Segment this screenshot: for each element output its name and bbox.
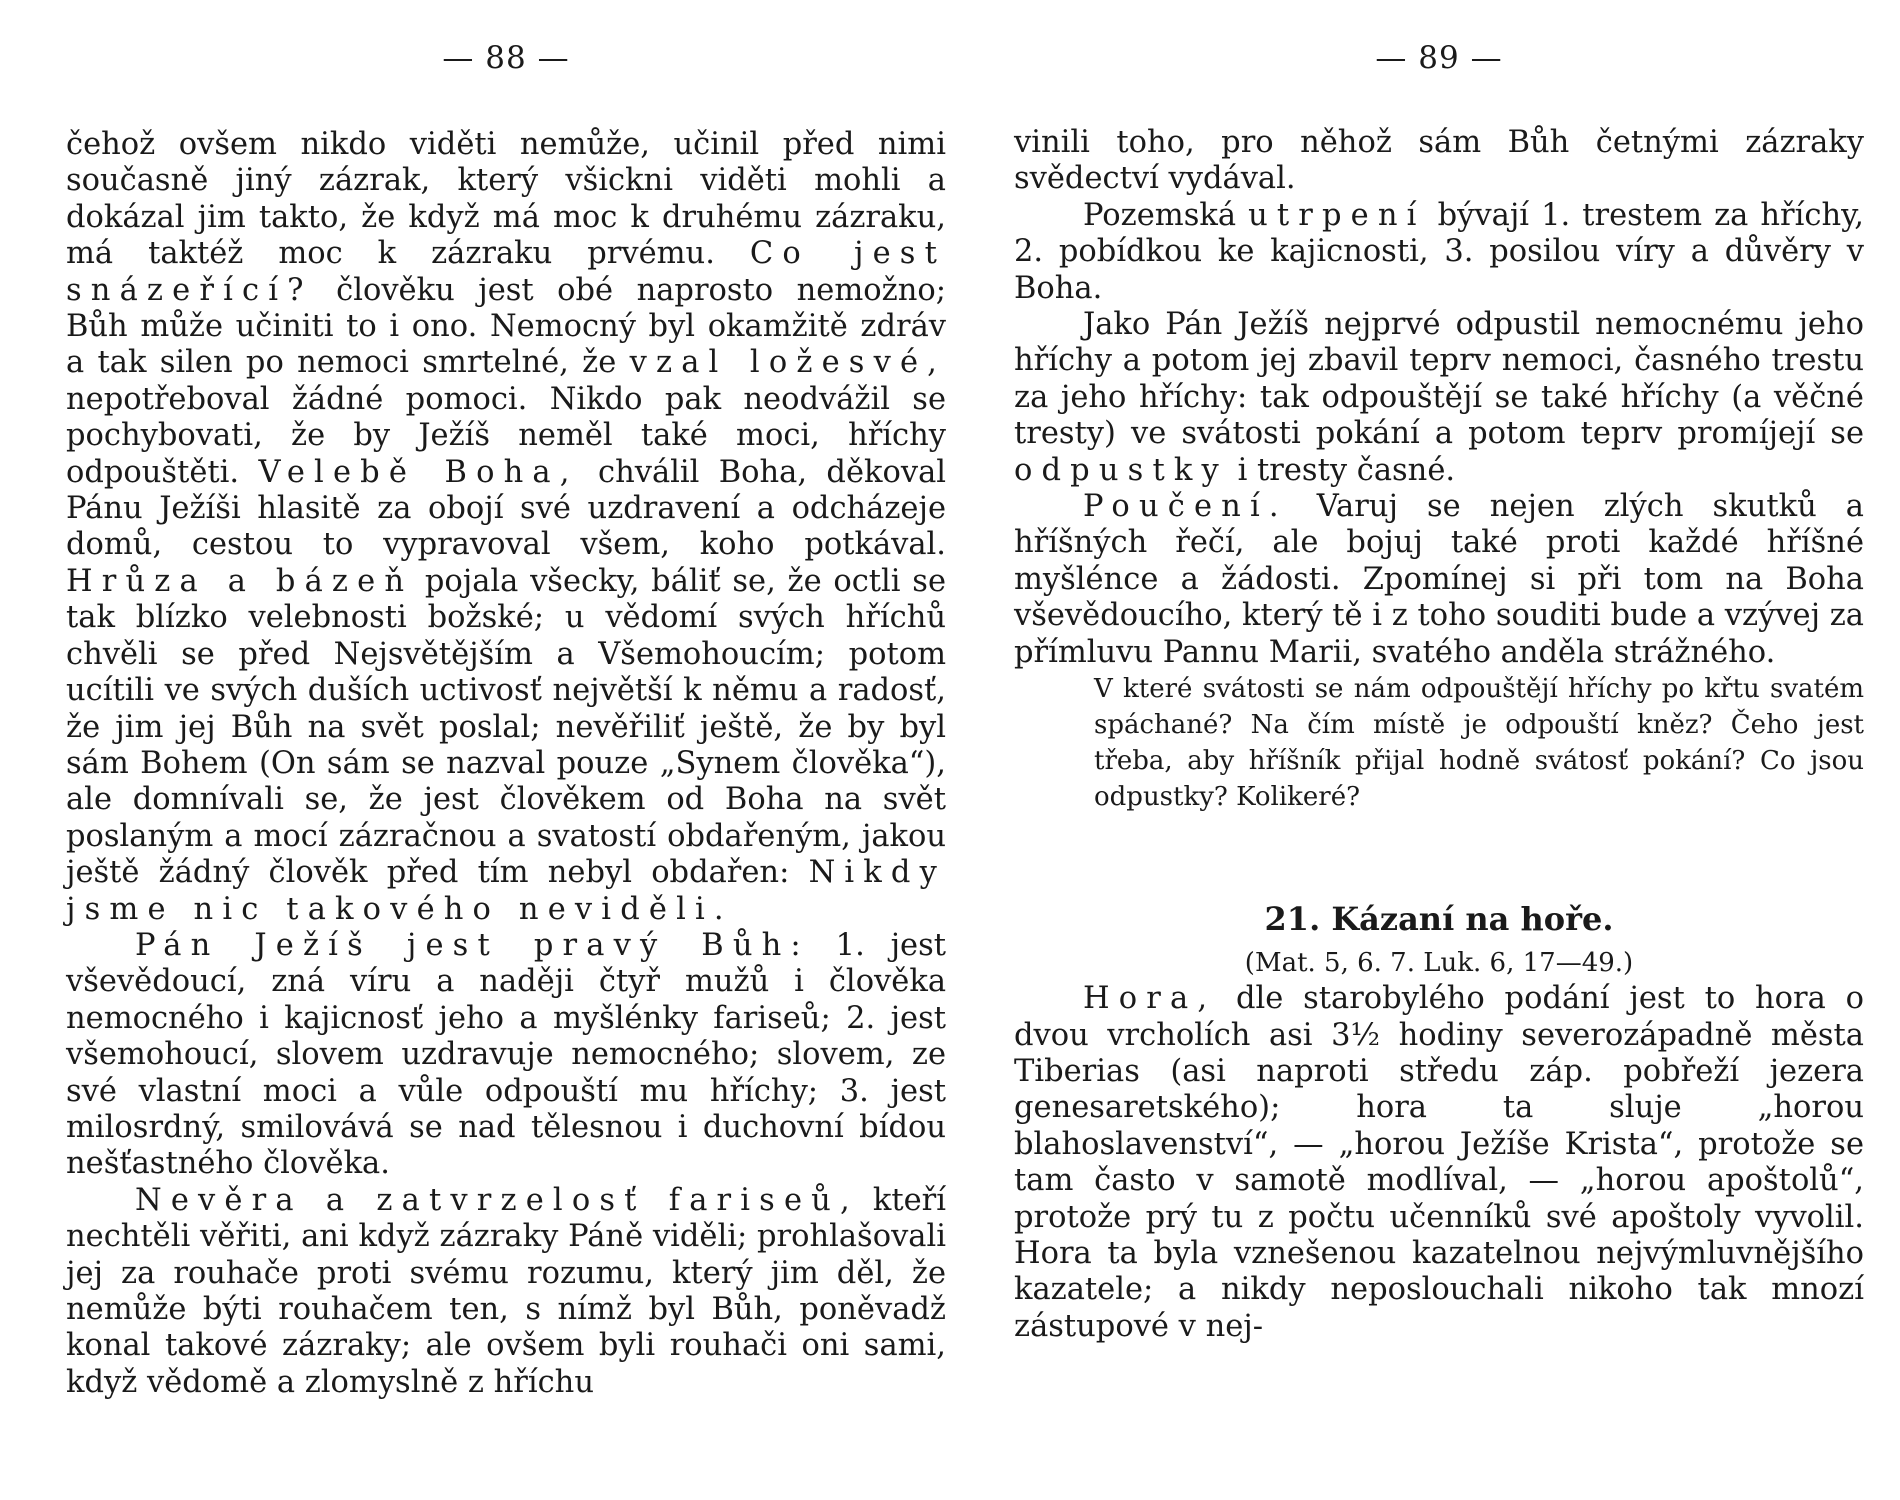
right-page (1014, 0, 1864, 1500)
paragraph (66, 1183, 946, 1401)
spaced-text: Hrůza a bázeň (66, 563, 414, 599)
spaced-text: Poučení. (1083, 489, 1288, 525)
paragraph (1014, 981, 1864, 1345)
section-reference: (Mat. 5, 6. 7. Luk. 6, 17—49.) (1244, 948, 1634, 979)
text-run: i tresty časné. (1227, 452, 1456, 488)
text-run: chválil Boha, děkoval Pánu Ježíši hlasitě za obojí své uzdravení a odcházeje domů, cestou to vypravoval všem, koho potkával. (66, 454, 947, 563)
review-questions: V které svátosti se nám odpouštějí hříchy po křtu svatém spáchané? Na čím místě je odpouští kněz? Čeho jest třeba, aby hříšník přijal hodně svátosť pokání? Co jsou odpustky? Kolikeré? (1094, 674, 1864, 813)
text-run: Pozemská (1083, 197, 1249, 233)
spaced-text: Co jest snázeřící? (66, 236, 946, 308)
spaced-text: Velebě Boha, (258, 454, 579, 490)
spaced-text: Nikdy jsme nic takového neviděli. (66, 855, 946, 927)
text-run: pojala všecky, báliť se, že octli se tak blízko velebnosti božské; u vědomí svých hříchů chvěli se před Nejsvětějším a Všemohoucím; potom ucítili ve svých duších uctivosť největší k němu a radosť, že jim jej Bůh na svět poslal; nevěřiliť ještě, že by byl sám Bohem (On sám se nazval pouze „Synem člověka“), ale domnívali se, že jest člověkem od Boha na svět poslaným a mocí zázračnou a svatostí obdařeným, jakou ještě žádný člověk před tím nebyl obdařen: (66, 563, 946, 891)
paragraph (66, 127, 946, 928)
spaced-text: Pán Ježíš jest pravý Bůh: (135, 927, 810, 963)
paragraph (1014, 489, 1864, 671)
section-title: 21. Kázaní na hoře. (1264, 900, 1614, 939)
spaced-text: Nevěra a zatvrzelosť fariseů, (135, 1182, 859, 1218)
page-number: — 89 — (1375, 40, 1503, 76)
paragraph: vinili toho, pro něhož sám Bůh četnými zázraky svědectví vydával. (1014, 125, 1864, 197)
text-run: bývají 1. trestem za hříchy, 2. pobídkou ke kajicnosti, 3. posilou víry a důvěry v Boha. (1014, 197, 1864, 306)
text-run: čehož ovšem nikdo viděti nemůže, učinil před nimi současně jiný zázrak, který všickni viděti mohli a dokázal jim takto, že když má moc k druhému zázraku, má taktéž moc k zázraku prvému. (66, 127, 946, 272)
paragraph (66, 928, 946, 1183)
page-text (1014, 125, 1864, 1345)
paragraph (1014, 307, 1864, 489)
text-run: nepotřeboval žádné pomoci. Nikdo pak neodvážil se pochybovati, že by Ježíš neměl také moci, hříchy odpouštěti. (66, 381, 946, 490)
text-run: člověku jest obé naprosto nemožno; Bůh může učiniti to i ono. Nemocný byl okamžitě zdráv a tak silen po nemoci smrtelné, že (66, 272, 946, 381)
spaced-text: odpustky (1014, 452, 1228, 488)
text-run: kteří nechtěli věřiti, ani když zázraky Páně viděli; prohlašovali jej za rouhače proti svému rozumu, který jim děl, že nemůže býti rouhačem ten, s nímž byl Bůh, poněvadž konal takové zázraky; ale ovšem byli rouhači oni sami, když vědomě a zlomyslně z hříchu (66, 1182, 946, 1400)
text-run: dle starobylého podání jest to hora o dvou vrcholích asi 3½ hodiny severozápadně města Tiberias (asi naproti středu záp. pobřeží jezera genesaretského); hora ta sluje „horou blahoslavenství“, — „horou Ježíše Krista“, protože se tam často v samotě modlíval, — „horou apoštolů“, protože prý tu z počtu učenníků své apoštoly vyvolil. Hora ta byla vznešenou kazatelnou nejvýmluvnějšího kazatele; a nikdy neposlouchali nikoho tak mnozí zástupové v nej- (1014, 981, 1864, 1344)
text-run: 1. jest vševědoucí, zná víru a naději čtyř mužů i člověka nemocného i kajicnosť jeho a myšlénky fariseů; 2. jest všemohoucí, slovem uzdravuje nemocného; slovem, ze své vlastní moci a vůle odpouští mu hříchy; 3. jest milosrdný, smilovává se nad tělesnou i duchovní bídou nešťastného člověka. (66, 927, 947, 1182)
page-number: — 88 — (442, 40, 570, 76)
spaced-text: vzal ložesvé, (629, 345, 946, 381)
page-text (66, 127, 946, 1401)
paragraph (1014, 198, 1864, 307)
text-run: Jako Pán Ježíš nejprvé odpustil nemocnému jeho hříchy a potom jej zbavil teprv nemoci, časného trestu za jeho hříchy: tak odpouštějí se také hříchy (a věčné tresty) ve svátosti pokání a potom teprv promíjejí se (1014, 307, 1864, 452)
left-page (66, 0, 946, 1500)
text-run: Varuj se nejen zlých skutků a hříšných řečí, ale bojuj také proti každé hříšné myšlénce a žádosti. Zpomínej si při tom na Boha vševědoucího, který tě i z toho souditi bude a vzývej za přímluvu Pannu Marii, svatého anděla strážného. (1014, 489, 1864, 670)
spaced-text: utrpení (1248, 197, 1426, 233)
spaced-text: Hora, (1083, 981, 1217, 1017)
